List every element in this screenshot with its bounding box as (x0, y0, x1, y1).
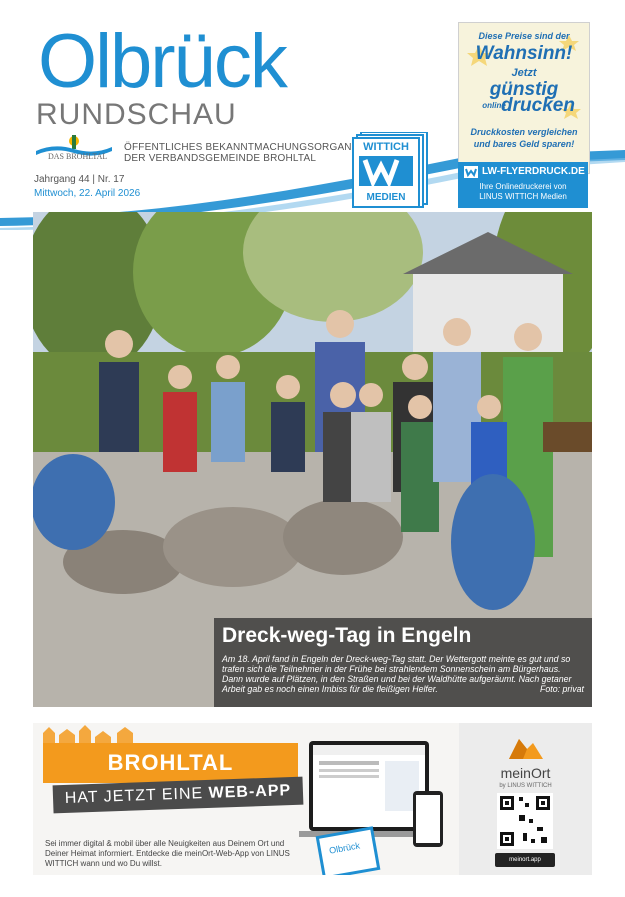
promo-line-7: Druckkosten vergleichen (470, 127, 578, 137)
mockup-screen-title: Olbrück (328, 840, 361, 856)
article-caption (214, 618, 592, 707)
wittich-mini-icon (464, 166, 478, 178)
promo-box[interactable] (458, 22, 590, 174)
meinort-logo-icon (509, 735, 543, 761)
promo-line-5: online (482, 101, 506, 110)
brohltal-logo-text: DAS BROHLTAL (48, 152, 108, 161)
qr-code-icon[interactable] (497, 793, 553, 849)
promo-line-6: drucken (501, 95, 575, 116)
promo-description (462, 182, 584, 202)
promo-url[interactable]: LW-FLYERDRUCK.DE (482, 166, 585, 177)
article-body: Am 18. April fand in Engeln der Dreck-weg-Tag statt. Der Wettergott meinte es gut und so trafen sich die Teilnehmer in der Frühe bei strahlendem Sonnenschein am Bürgerhaus. Dann wurde auf Plätzen, in den Straßen und bei der Waldhütte aufgeräumt. Nach getaner Arbeit gab es noch einen Imbiss für die fleißigen Helfer. (222, 654, 572, 694)
issue-date: Mittwoch, 22. April 2026 (34, 188, 141, 199)
promo-line-1: Diese Preise sind der (478, 31, 570, 41)
town-silhouette-icon (33, 723, 153, 745)
wittich-medien-logo (351, 132, 429, 208)
meinort-app-badge[interactable]: meinort.app (495, 853, 555, 867)
meinort-by: by LINUS WITTICH (499, 783, 552, 789)
ad-subline-a: HAT JETZT EINE (64, 785, 204, 807)
newspaper-title: Olbrück (38, 19, 286, 104)
newspaper-subtitle: RUNDSCHAU (36, 98, 237, 131)
promo-footer[interactable] (458, 162, 588, 208)
promo-line-3: Jetzt (511, 67, 537, 79)
device-mockups (289, 741, 459, 875)
promo-line-8: und bares Geld sparen! (473, 139, 575, 149)
wittich-logo-text-2: MEDIEN (366, 192, 406, 203)
wittich-logo-text-1: WITTICH (363, 141, 409, 153)
issue-number: Jahrgang 44 | Nr. 17 (34, 174, 125, 185)
promo-desc-line-2: LINUS WITTICH Medien (479, 192, 567, 201)
meinort-panel[interactable] (459, 723, 592, 875)
meinort-ad[interactable] (33, 723, 592, 875)
meinort-brand: meinOrt (500, 765, 551, 781)
organ-line-2: DER VERBANDSGEMEINDE BROHLTAL (124, 153, 317, 164)
promo-desc-line-1: Ihre Onlinedruckerei von (479, 182, 567, 191)
promo-line-4: günstig (489, 79, 559, 100)
ad-headline: BROHLTAL (43, 743, 298, 783)
organ-line-1: ÖFFENTLICHES BEKANNTMACHUNGSORGAN (124, 142, 352, 153)
article-text (222, 654, 584, 694)
ad-subline-b: WEB-APP (208, 782, 292, 802)
photo-credit: Foto: privat (539, 684, 584, 694)
article-title: Dreck-weg-Tag in Engeln (222, 624, 472, 647)
organ-line (124, 142, 352, 164)
ad-description: Sei immer digital & mobil über alle Neuigkeiten aus Deinem Ort und Deiner Heimat informiert. Entdecke die meinOrt-Web-App von LINUS WITTICH wann und wo Du willst. (45, 839, 290, 868)
promo-line-2: Wahnsinn! (475, 43, 573, 64)
